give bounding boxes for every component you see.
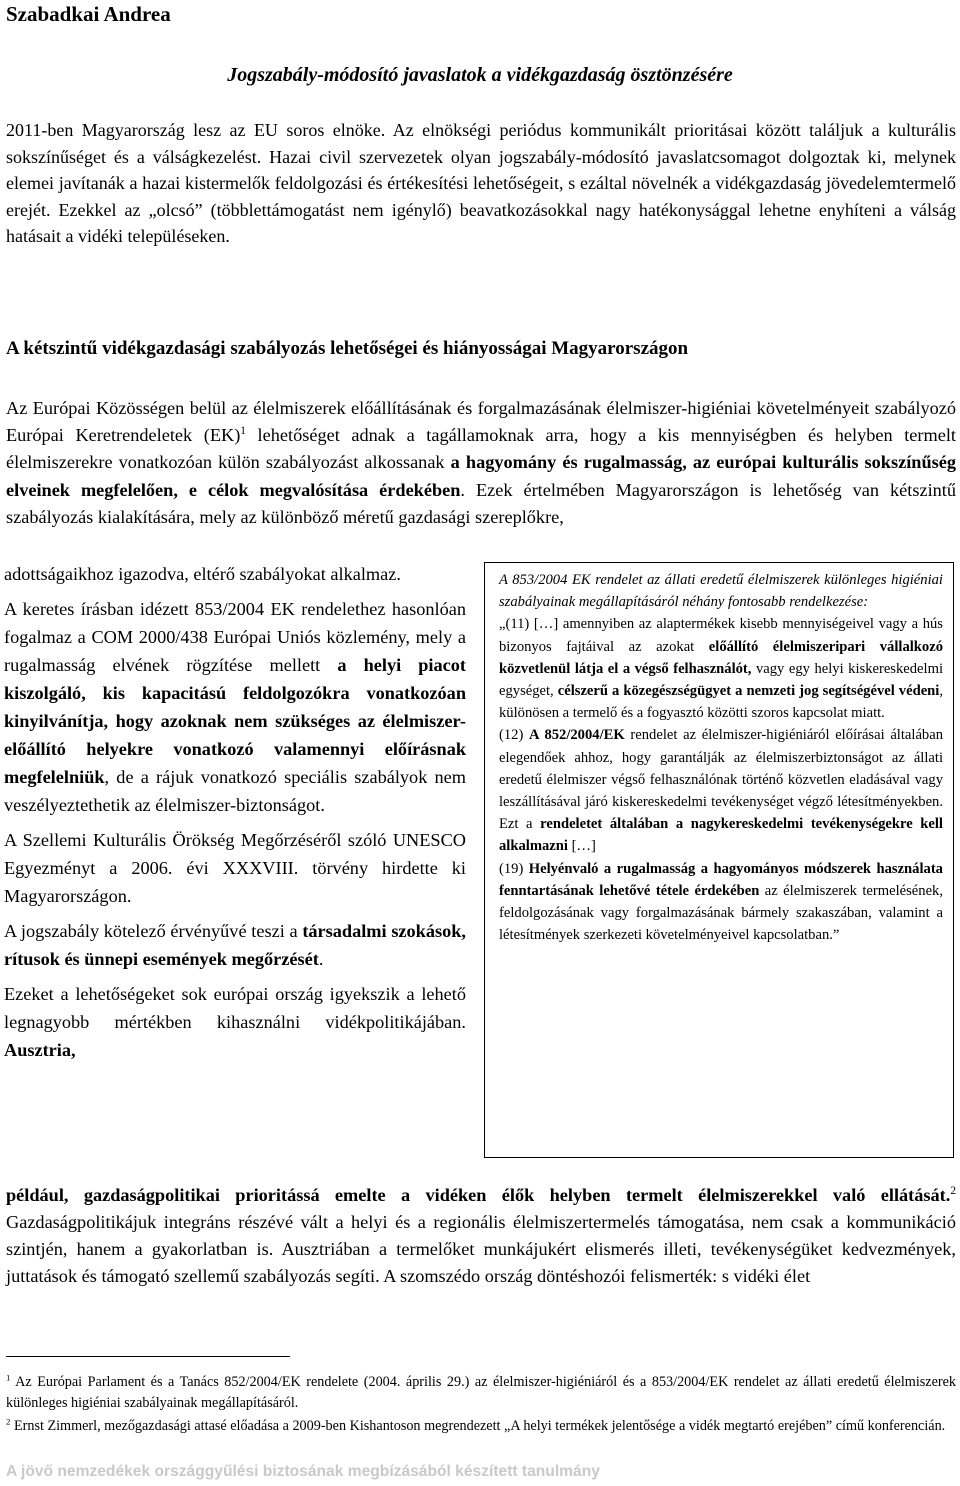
left-para-2-bold: a helyi piacot kiszolgáló, kis kapacitású feldolgozókra vonatkozóan kinyilvánítja, hogy azoknak nem szükséges az élelmiszer-előállító helyekre vonatkozó valamennyi előírásnak megfelelniük	[4, 655, 466, 787]
bottom-paragraph	[6, 1182, 956, 1290]
footnote-ref-2[interactable]: 2	[950, 1184, 956, 1197]
box-item-19	[499, 858, 943, 947]
box-item-12-bold-2: rendeletet általában a nagykereskedelmi tevékenységekre kell alkalmazni	[499, 816, 943, 855]
eu-text-2: lehetőséget adnak a tagállamoknak arra, hogy a kis mennyiségben és helyben termelt élelmiszerekre vonatkozóan külön szabályozást alkossanak	[6, 425, 956, 473]
box-item-19-num: (19)	[499, 860, 529, 877]
box-item-12	[499, 724, 943, 857]
left-para-4-tail: .	[318, 949, 324, 969]
section-heading: A kétszintű vidékgazdasági szabályozás lehetőségei és hiányosságai Magyarországon	[6, 338, 689, 359]
footnote-1-text: Az Európai Parlament és a Tanács 852/2004/EK rendelete (2004. április 29.) az élelmiszer-higiéniáról és a 853/2004/EK rendelet az állati eredetű élelmiszerek különleges higiéniai szabályainak megállapításáról.	[6, 1374, 956, 1411]
left-para-2-tail: , de a rájuk vonatkozó speciális szabályok nem veszélyeztethetik az élelmiszer-biztonságot.	[4, 767, 466, 815]
page-footer: A jövő nemzedékek országgyűlési biztosának megbízásából készített tanulmány	[6, 1463, 600, 1480]
footnote-2	[6, 1416, 956, 1437]
box-item-19-text: az élelmiszerek termelésének, feldolgozásának vagy forgalmazásának bármely szakaszában, valamint a létesítmények szerkezeti követelményeivel kapcsolatban.”	[499, 882, 943, 944]
author-name: Szabadkai Andrea	[6, 2, 171, 26]
box-item-12-bold: A 852/2004/EK	[529, 727, 625, 744]
left-para-5-bold: Ausztria,	[4, 1040, 76, 1060]
intro-paragraph: 2011-ben Magyarország lesz az EU soros elnöke. Az elnökségi periódus kommunikált prioritásai között találjuk a kulturális sokszínűséget és a válságkezelést. Hazai civil szervezetek olyan jogszabály-módosító javaslatcsomagot dolgoztak ki, melynek elemei javítanák a hazai kistermelők feldolgozási és értékesítési lehetőségeit, s ezáltal növelnék a vidékgazdaság jövedelemtermelő erejét. Ezekkel az „olcsó” (többlettámogatást nem igénylő) beavatkozásokkal nagy hatékonysággal lehetne enyhíteni a válság hatásait a vidéki településeken.	[6, 120, 956, 247]
eu-text-1: Az Európai Közösségen belül az élelmiszerek előállításának és forgalmazásának élelmiszer-higiéniai követelményeit szabályozó Európai Keretrendeletek (EK)	[6, 398, 956, 446]
footnote-1	[6, 1372, 956, 1413]
box-item-11-text: „(11) […] amennyiben az alaptermékek kisebb mennyiségeivel vagy a hús bizonyos fajtáival az azokat	[499, 616, 943, 655]
box-item-12-tail: […]	[567, 838, 596, 855]
left-para-3: A Szellemi Kulturális Örökség Megőrzéséről szóló UNESCO Egyezményt a 2006. évi XXXVIII. törvény hirdette ki Magyarországon.	[4, 830, 466, 906]
left-para-5	[4, 980, 466, 1064]
left-para-4-text: A jogszabály kötelező érvényűvé teszi a	[4, 921, 303, 941]
bottom-text: Gazdaságpolitikájuk integráns részévé vált a helyi és a regionális élelmiszertermelés támogatása, nem csak a kommunikáció szintjén, hanem a gyakorlatban is. Ausztriában a termelőket munkájukért elismerés illeti, tevékenységüket kedvezmények, juttatások és támogató szellemű szabályozás segíti. A szomszédo ország döntéshozói felismerték: s vidéki élet	[6, 1212, 956, 1286]
box-item-12-text: rendelet az élelmiszer-higiéniáról előírásai általában elegendőek ahhoz, hogy garantálják az élelmiszerbiztonságot az állati eredetű élelmiszer végső felhasználónak történő közvetlen eladásával vagy leszállításával járó kiskereskedelmi tevékenységet végző létesítményekben. Ezt a	[499, 727, 943, 833]
footnote-2-number: 2	[6, 1416, 11, 1427]
box-item-11-bold-2: célszerű a közegészségügyet a nemzeti jog segítségével védeni	[557, 683, 940, 700]
footnote-1-number: 1	[6, 1372, 11, 1383]
footnote-2-text: Ernst Zimmerl, mezőgazdasági attasé előadása a 2009-ben Kishantoson megrendezett „A helyi termékek jelentősége a vidék megtartó erejében” című konferencián.	[10, 1418, 946, 1434]
left-para-4-bold: társadalmi szokások, rítusok és ünnepi események megőrzését	[4, 921, 466, 969]
document-title: Jogszabály-módosító javaslatok a vidékgazdaság ösztönzésére	[227, 64, 733, 86]
left-para-1: adottságaikhoz igazodva, eltérő szabályokat alkalmaz.	[4, 564, 401, 584]
box-item-19-bold: Helyénvaló a rugalmasság a hagyományos módszerek használata fenntartásának lehetővé tétele érdekében	[499, 860, 943, 899]
footnote-separator	[6, 1356, 290, 1357]
box-lead: A 853/2004 EK rendelet az állati eredetű élelmiszerek különleges higiéniai szabályainak megállapításáról néhány fontosabb rendelkezése:	[499, 572, 943, 611]
left-column	[4, 560, 466, 1071]
box-item-11-tail: , különösen a termelő és a fogyasztó közötti szoros kapcsolat miatt.	[499, 683, 943, 722]
left-para-4	[4, 917, 466, 973]
box-item-12-num: (12)	[499, 727, 530, 744]
eu-text-3: . Ezek értelmében Magyarországon is lehetőség van kétszintű szabályozás kialakítására, mely az különböző méretű gazdasági szereplőkre,	[6, 479, 957, 527]
eu-bold-text: a hagyomány és rugalmasság, az európai kulturális sokszínűség elveinek megfelelően, e célok megvalósítása érdekében	[6, 452, 956, 500]
footnote-ref-1[interactable]: 1	[240, 425, 246, 438]
left-para-2-text: A keretes írásban idézett 853/2004 EK rendelethez hasonlóan fogalmaz a COM 2000/438 Európai Uniós közlemény, mely a rugalmasság elvének rögzítése mellett	[4, 599, 466, 675]
left-para-5-text: Ezeket a lehetőségeket sok európai ország igyekszik a lehető legnagyobb mértékben kihasználni vidékpolitikájában.	[4, 984, 466, 1032]
box-item-11-text-2: vagy egy helyi kiskereskedelmi egységet,	[499, 660, 943, 700]
bottom-bold-text: például, gazdaságpolitikai prioritássá emelte a vidéken élők helyben termelt élelmiszerekkel való ellátását.	[6, 1185, 951, 1205]
body-paragraph-eu	[6, 395, 956, 531]
left-para-2	[4, 595, 466, 819]
box-item-11-bold: előállító élelmiszeripari vállalkozó közvetlenül látja el a végső felhasználót,	[499, 638, 943, 677]
box-item-11	[499, 613, 943, 724]
regulation-quote-box	[484, 562, 954, 1158]
